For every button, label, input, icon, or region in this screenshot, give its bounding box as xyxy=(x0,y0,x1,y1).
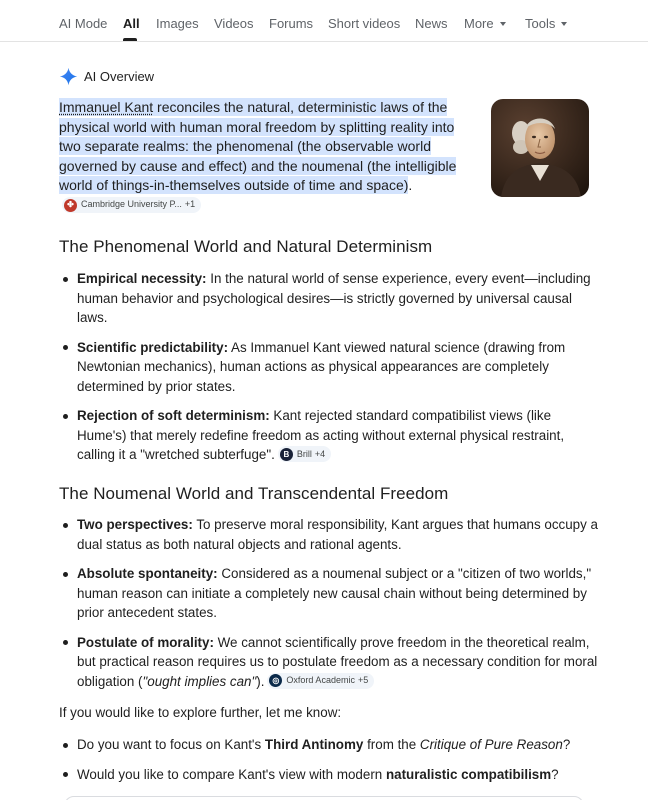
noumenal-list xyxy=(59,515,599,691)
kant-entity-link[interactable]: Immanuel Kant xyxy=(59,99,154,115)
sparkle-icon xyxy=(59,67,78,86)
list-item xyxy=(59,406,599,465)
source-chip-brill[interactable] xyxy=(278,446,331,462)
tab-short-videos[interactable]: Short videos xyxy=(328,16,401,31)
ai-overview-header xyxy=(59,66,154,86)
chevron-down-icon xyxy=(561,22,567,26)
list-item-text: Considered as a noumenal subject or a "citizen of two worlds," human reason can initiate a completely new causal chain without being determined by prior antecedent states. xyxy=(77,566,592,620)
active-tab-indicator xyxy=(123,38,137,41)
brill-logo-icon: B xyxy=(280,448,293,461)
source-chip-oxford[interactable] xyxy=(267,673,374,689)
followup-question[interactable] xyxy=(59,765,599,785)
q-text: Would you like to compare Kant's view with modern xyxy=(77,766,386,782)
tab-images[interactable]: Images xyxy=(156,16,199,31)
tab-ai-mode[interactable]: AI Mode xyxy=(59,16,108,31)
summary-text: reconciles the natural, deterministic laws of the physical world with human moral freedom by splitting reality into two separate realms: the phenomenal (the observable world governed by cause and effect) and the noumenal (the intelligible world of things-in-themselves outside of time and space) xyxy=(59,99,457,194)
list-item xyxy=(59,515,599,554)
section-heading-noumenal: The Noumenal World and Transcendental Freedom xyxy=(59,484,449,503)
followup-input-bar[interactable] xyxy=(64,796,584,800)
summary-period: . xyxy=(408,177,413,194)
tab-forums[interactable]: Forums xyxy=(269,16,314,31)
q-text: from the xyxy=(363,737,420,752)
list-item-term: Empirical necessity: xyxy=(77,271,207,286)
source-count: +4 xyxy=(314,448,326,459)
source-chip-cambridge[interactable] xyxy=(62,197,201,213)
chevron-down-icon xyxy=(500,22,506,26)
list-item-tail: ). xyxy=(256,673,265,689)
q-bold: naturalistic compatibilism xyxy=(385,766,552,782)
tab-more-label: More xyxy=(464,16,494,31)
list-item-text: In the natural world of sense experience, every event—including human behavior and psychological desires—is strictly governed by universal causal laws. xyxy=(77,271,591,325)
list-item-term: Two perspectives: xyxy=(77,517,193,532)
list-item xyxy=(59,633,599,692)
tab-videos[interactable]: Videos xyxy=(214,16,254,31)
section-heading-phenomenal: The Phenomenal World and Natural Determinism xyxy=(59,237,433,256)
list-item-italic: "ought implies can" xyxy=(142,673,257,689)
list-item xyxy=(59,564,599,623)
phenomenal-list xyxy=(59,269,599,465)
q-italic: Critique of Pure Reason xyxy=(419,737,563,752)
source-name: Oxford Academic xyxy=(286,675,355,686)
tab-tools[interactable] xyxy=(525,16,567,31)
list-item xyxy=(59,338,599,397)
overview-summary xyxy=(59,98,461,216)
q-bold: Third Antinomy xyxy=(264,737,364,752)
q-text: ? xyxy=(551,766,559,782)
tab-all[interactable]: All xyxy=(123,16,140,31)
list-item xyxy=(59,269,599,328)
cambridge-logo-icon: ✤ xyxy=(64,199,77,212)
list-item-term: Scientific predictability: xyxy=(77,339,229,355)
list-item-term: Absolute spontaneity: xyxy=(77,566,218,581)
tab-news[interactable]: News xyxy=(415,16,448,31)
followup-list xyxy=(59,735,599,784)
tab-more[interactable] xyxy=(464,16,506,31)
followup-question[interactable] xyxy=(59,735,599,755)
source-count: +5 xyxy=(357,675,369,686)
list-item-term: Rejection of soft determinism: xyxy=(77,408,270,423)
list-item-text: To preserve moral responsibility, Kant argues that humans occupy a dual status as both natural objects and rational agents. xyxy=(77,517,598,552)
followup-intro: If you would like to explore further, let me know: xyxy=(59,705,342,720)
source-name: Cambridge University P... xyxy=(81,199,182,210)
search-tabs xyxy=(0,0,648,42)
list-item-term: Postulate of morality: xyxy=(77,634,214,650)
source-count: +1 xyxy=(184,199,196,210)
q-text: ? xyxy=(562,737,571,752)
kant-portrait-image[interactable] xyxy=(491,99,589,197)
list-item-text: We cannot scientifically prove freedom in the theoretical realm, but practical reason requires us to postulate freedom as a necessary condition for moral obligation ( xyxy=(77,634,598,689)
q-text: Do you want to focus on Kant's xyxy=(77,737,265,752)
oxford-logo-icon: ◎ xyxy=(269,674,282,687)
tab-tools-label: Tools xyxy=(525,16,556,31)
ai-overview-title: AI Overview xyxy=(84,68,155,84)
summary-highlight xyxy=(59,98,456,194)
list-item-text: As Immanuel Kant viewed natural science (drawing from Newtonian mechanics), human actions as physical appearances are completely determined by prior states. xyxy=(77,339,566,394)
list-item-text: Kant rejected standard compatibilist views (like Hume's) that merely redefine freedom as acting without external physical restraint, calling it a "wretched subterfuge". xyxy=(77,408,565,462)
source-name: Brill xyxy=(296,448,312,459)
